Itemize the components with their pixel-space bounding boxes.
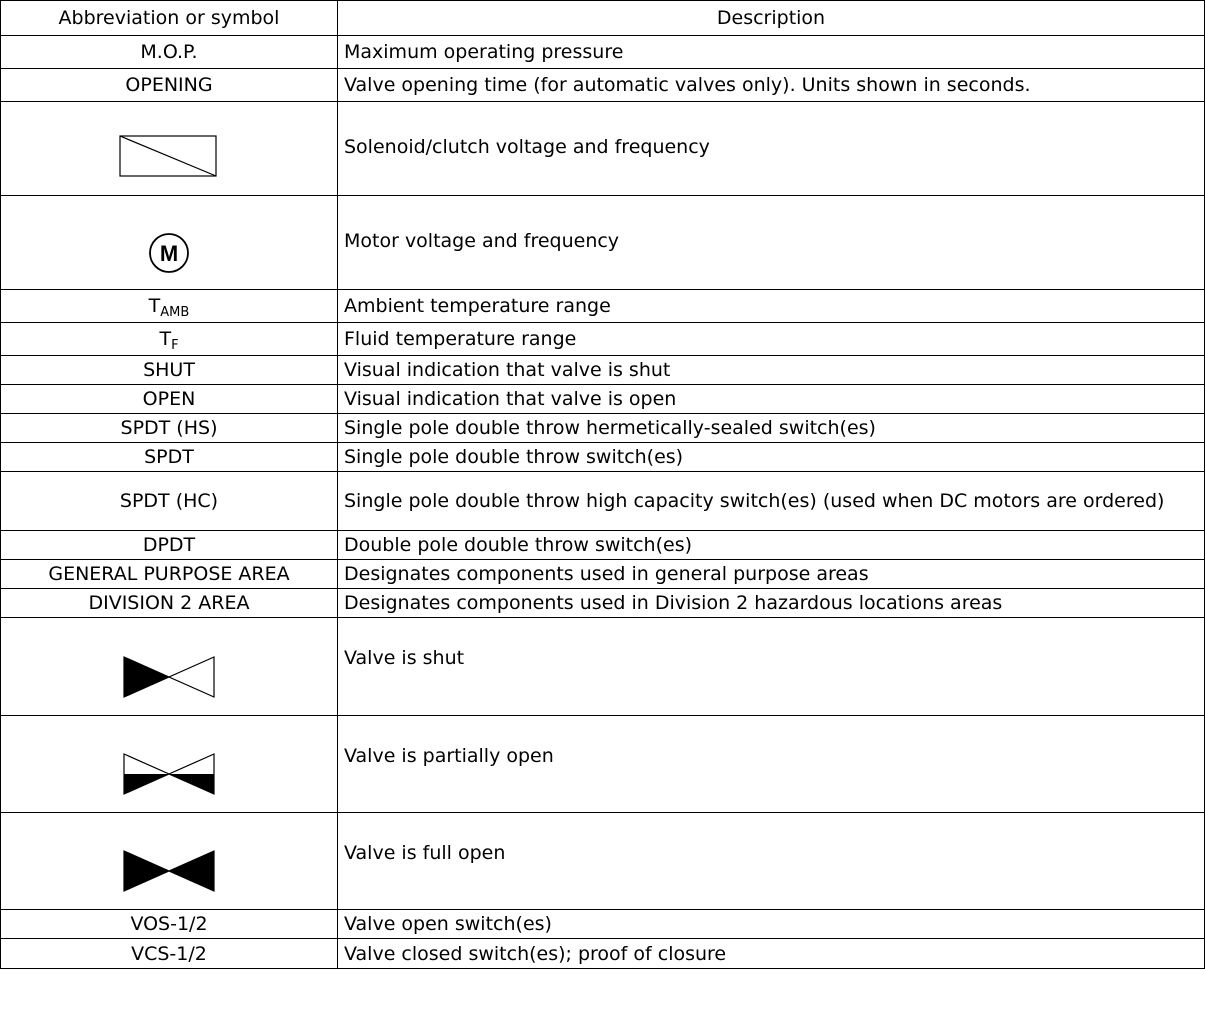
- symbol-cell: [1, 102, 338, 196]
- table-row: [1, 531, 1205, 560]
- motor-icon: [147, 231, 191, 275]
- desc-cell: Valve is full open: [338, 813, 1205, 910]
- table-row: [1, 443, 1205, 472]
- abbr-cell: OPEN: [1, 385, 338, 414]
- abbr-cell: SPDT (HS): [1, 414, 338, 443]
- desc-cell: Maximum operating pressure: [338, 36, 1205, 69]
- table-row: [1, 102, 1205, 196]
- desc-cell: Valve is shut: [338, 618, 1205, 716]
- desc-cell: Single pole double throw switch(es): [338, 443, 1205, 472]
- desc-cell: Motor voltage and frequency: [338, 196, 1205, 290]
- desc-cell: Valve closed switch(es); proof of closure: [338, 939, 1205, 969]
- table-header-row: [1, 1, 1205, 36]
- abbr-cell: SPDT (HC): [1, 472, 338, 531]
- solenoid-icon: [119, 135, 219, 179]
- desc-cell: Designates components used in general purpose areas: [338, 560, 1205, 589]
- desc-cell: Fluid temperature range: [338, 323, 1205, 356]
- desc-cell: Single pole double throw high capacity switch(es) (used when DC motors are ordered): [338, 472, 1205, 531]
- table-row: [1, 618, 1205, 716]
- desc-cell: Visual indication that valve is shut: [338, 356, 1205, 385]
- table-row: [1, 414, 1205, 443]
- desc-cell: Valve open switch(es): [338, 910, 1205, 939]
- desc-cell: Double pole double throw switch(es): [338, 531, 1205, 560]
- table-row: [1, 323, 1205, 356]
- abbr-main: T: [148, 295, 161, 317]
- desc-cell: Ambient temperature range: [338, 290, 1205, 323]
- desc-cell: Valve opening time (for automatic valves only). Units shown in seconds.: [338, 69, 1205, 102]
- symbol-cell: [1, 618, 338, 716]
- symbol-cell: [1, 716, 338, 813]
- abbr-cell: VOS-1/2: [1, 910, 338, 939]
- abbr-subscript: F: [171, 338, 179, 353]
- desc-cell: Single pole double throw hermetically-sealed switch(es): [338, 414, 1205, 443]
- header-abbreviation: Abbreviation or symbol: [1, 1, 338, 36]
- table-row: [1, 36, 1205, 69]
- table-row: [1, 69, 1205, 102]
- abbr-cell: DIVISION 2 AREA: [1, 589, 338, 618]
- symbol-cell: [1, 196, 338, 290]
- abbr-cell: SPDT: [1, 443, 338, 472]
- motor-symbol-label: M: [159, 240, 179, 266]
- abbr-cell: OPENING: [1, 69, 338, 102]
- abbr-main: T: [159, 328, 172, 350]
- table-row: [1, 472, 1205, 531]
- header-description: Description: [338, 1, 1205, 36]
- table-row: [1, 589, 1205, 618]
- desc-cell: Valve is partially open: [338, 716, 1205, 813]
- table-row: [1, 290, 1205, 323]
- abbr-cell: GENERAL PURPOSE AREA: [1, 560, 338, 589]
- symbol-cell: [1, 813, 338, 910]
- abbr-cell: DPDT: [1, 531, 338, 560]
- table-row: [1, 385, 1205, 414]
- desc-cell: Visual indication that valve is open: [338, 385, 1205, 414]
- table-row: [1, 716, 1205, 813]
- table-row: [1, 813, 1205, 910]
- valve-partially-open-icon: [123, 753, 215, 795]
- table-row: [1, 196, 1205, 290]
- valve-full-open-icon: [123, 850, 215, 892]
- valve-shut-icon: [123, 656, 215, 698]
- abbr-cell: VCS-1/2: [1, 939, 338, 969]
- abbr-cell: M.O.P.: [1, 36, 338, 69]
- table-row: [1, 356, 1205, 385]
- table-row: [1, 939, 1205, 969]
- table-row: [1, 910, 1205, 939]
- abbr-cell: [1, 290, 338, 323]
- desc-cell: Solenoid/clutch voltage and frequency: [338, 102, 1205, 196]
- desc-cell: Designates components used in Division 2 hazardous locations areas: [338, 589, 1205, 618]
- table-row: [1, 560, 1205, 589]
- abbr-cell: SHUT: [1, 356, 338, 385]
- abbr-subscript: AMB: [160, 305, 190, 320]
- abbr-cell: [1, 323, 338, 356]
